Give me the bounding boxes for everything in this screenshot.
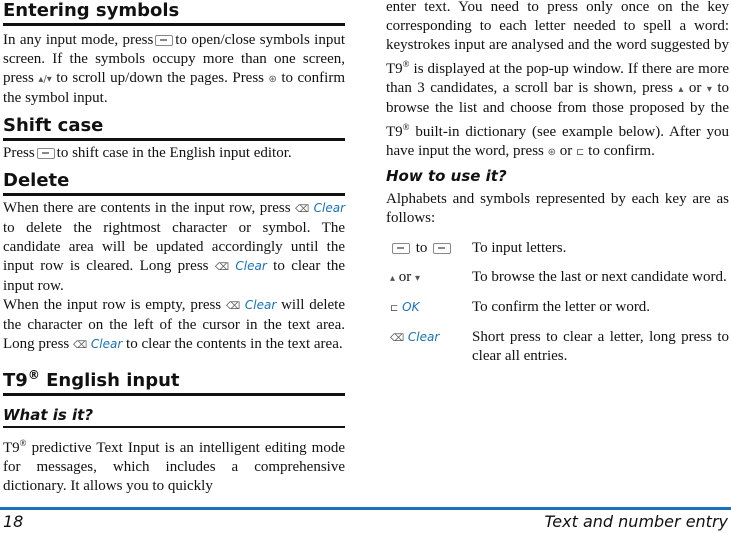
table-row: ⊏ OK To confirm the letter or word. xyxy=(390,299,651,315)
ok-key-icon: ⊛ xyxy=(547,147,557,158)
para-what-is-it: T9® predictive Text Input is an intelligent editing mode for messages, which includes a comprehensive dictionary. It allows you to quickly xyxy=(3,438,345,494)
nav-up-icon: ▴ xyxy=(678,84,684,95)
nav-down-icon: ▾ xyxy=(415,273,421,284)
right-column xyxy=(386,0,729,371)
key-0-icon xyxy=(392,243,410,254)
softkey-icon: ⊏ xyxy=(390,303,399,314)
para-how-to-use: Alphabets and symbols represented by each key are as follows: xyxy=(386,191,729,226)
nav-down-icon: ▾ xyxy=(706,84,712,95)
nav-up-down-icon: ▴/▾ xyxy=(38,74,52,85)
heading-shift-case: Shift case xyxy=(3,115,345,141)
para-shift-case: Press to shift case in the English input editor. xyxy=(3,145,292,161)
symbol-key-icon xyxy=(155,35,173,46)
table-row: ⌫ Clear Short press to clear a letter, long press to clear all entries. xyxy=(390,329,729,364)
key-9-icon xyxy=(433,243,451,254)
para-delete-2: When the input row is empty, press ⌫ Clear will delete the character on the left of the cursor in the text area. Long press ⌫ Clear to clear the contents in the text area. xyxy=(3,297,346,352)
table-row: to To input letters. xyxy=(386,234,729,263)
nav-up-icon: ▴ xyxy=(390,273,396,284)
chapter-title: Text and number entry xyxy=(544,512,728,531)
table-row: ▴ or ▾ To browse the last or next candidate word. xyxy=(390,269,727,285)
heading-delete: Delete xyxy=(3,170,345,196)
left-column xyxy=(3,0,345,496)
clear-key-icon: ⌫ xyxy=(295,204,310,215)
para-t9-continued: enter text. You need to press only once on the key corresponding to each letter needed to spell a word: keystrokes input are analysed and the word suggested by T9® is displayed at the pop-up window. If there are more than 3 candidates, a scroll bar is shown, press ▴ or ▾ to browse the list and choose from those proposed by the T9® built-in dictionary (see example below). After you have input the word, press ⊛ or ⊏ to confirm. xyxy=(386,0,730,159)
key-table xyxy=(386,234,729,371)
clear-key-icon: ⌫ xyxy=(225,301,241,312)
heading-t9-english-input: T9® English input xyxy=(3,364,345,396)
softkey-icon: ⊏ xyxy=(576,147,585,158)
para-delete-1: When there are contents in the input row, press ⌫ Clear to delete the rightmost character or symbol. The candidate area will be updated accordingly until the input row is cleared. Long press ⌫ Clear to clear the input row. xyxy=(3,200,346,294)
page-number: 18 xyxy=(3,512,24,531)
clear-key-icon: ⌫ xyxy=(73,340,88,351)
heading-entering-symbols: Entering symbols xyxy=(3,0,345,26)
para-entering-symbols: In any input mode, press to open/close symbols input screen. If the symbols occupy more than one screen, press ▴/▾ to scroll up/down the pages. Press ⊛ to confirm the symbol input. xyxy=(3,32,346,106)
heading-how-to-use: How to use it? xyxy=(386,167,507,185)
clear-key-icon: ⌫ xyxy=(390,333,405,344)
ok-key-icon: ⊛ xyxy=(268,74,277,85)
footer-rule xyxy=(0,507,731,510)
clear-key-icon: ⌫ xyxy=(214,262,230,273)
shift-key-icon xyxy=(37,148,55,159)
heading-what-is-it: What is it? xyxy=(3,405,345,428)
